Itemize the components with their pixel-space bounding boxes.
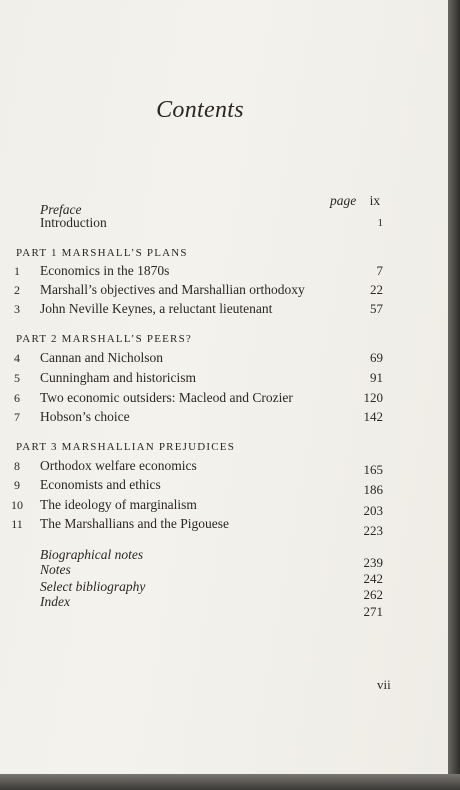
toc-chapter: [0, 348, 448, 368]
entry-page: 262: [363, 587, 383, 602]
part-heading-3: PART 3 MARSHALLIAN PREJUDICES: [16, 441, 236, 453]
page-column-first: ix: [369, 193, 381, 208]
page-edge-shadow: [448, 0, 460, 790]
chapter-title: Economics in the 1870s: [40, 263, 170, 278]
entry-label: Preface: [40, 202, 82, 217]
chapter-page: 69: [370, 350, 383, 365]
chapter-title: Cunningham and historicism: [40, 370, 196, 385]
toc-chapter: [0, 495, 448, 518]
page-title: Contents: [156, 97, 244, 123]
toc-entry-index: [0, 592, 448, 619]
chapter-page: 165: [363, 462, 383, 477]
chapter-page: 120: [363, 390, 383, 405]
page-column-word: page: [330, 193, 357, 208]
chapter-number: 10: [11, 498, 23, 512]
toc-chapter: [0, 407, 448, 427]
chapter-page: 91: [370, 370, 383, 385]
toc-entry-introduction: [0, 213, 448, 233]
chapter-number: 6: [14, 391, 20, 405]
toc-chapter: [0, 514, 448, 538]
chapter-number: 8: [14, 459, 20, 473]
chapter-title: Economists and ethics: [40, 477, 161, 492]
entry-label: Select bibliography: [40, 579, 146, 594]
chapter-page: 142: [363, 409, 383, 424]
toc-chapter: [0, 388, 448, 408]
chapter-page: 203: [363, 503, 383, 518]
toc-chapter: [0, 475, 448, 495]
chapter-page: 57: [370, 301, 383, 316]
entry-label: Introduction: [40, 215, 107, 230]
part-heading-1: PART 1 MARSHALL’S PLANS: [16, 247, 188, 259]
chapter-title: Marshall’s objectives and Marshallian orthodoxy: [40, 282, 305, 297]
page-bottom-shadow: [0, 774, 460, 790]
chapter-title: The ideology of marginalism: [40, 497, 197, 512]
chapter-number: 5: [14, 371, 20, 385]
chapter-number: 9: [14, 478, 20, 492]
toc-chapter: [0, 261, 448, 281]
entry-page: 1: [377, 217, 383, 229]
chapter-page: 186: [363, 482, 383, 497]
chapter-number: 1: [14, 264, 20, 278]
chapter-number: 2: [14, 283, 20, 297]
chapter-title: Cannan and Nicholson: [40, 350, 163, 365]
entry-label: Notes: [40, 562, 71, 577]
chapter-number: 11: [11, 517, 23, 531]
chapter-page: 22: [370, 282, 383, 297]
chapter-number: 3: [14, 302, 20, 316]
chapter-title: Two economic outsiders: Macleod and Crozier: [40, 390, 293, 405]
entry-label: Index: [40, 594, 70, 609]
toc-chapter: [0, 456, 448, 476]
chapter-number: 7: [14, 410, 20, 424]
chapter-title: Hobson’s choice: [40, 409, 130, 424]
chapter-page: 223: [363, 523, 383, 538]
toc-chapter: [0, 299, 448, 319]
chapter-title: Orthodox welfare economics: [40, 458, 197, 473]
entry-page: 242: [363, 571, 383, 586]
chapter-number: 4: [14, 351, 20, 365]
entry-page: 271: [363, 604, 383, 619]
entry-label: Biographical notes: [40, 547, 144, 562]
chapter-page: 7: [376, 263, 383, 278]
page-folio: vii: [377, 677, 391, 692]
chapter-title: John Neville Keynes, a reluctant lieutenant: [40, 301, 273, 316]
part-heading-2: PART 2 MARSHALL’S PEERS?: [16, 333, 192, 345]
toc-chapter: [0, 368, 448, 388]
toc-chapter: [0, 280, 448, 300]
entry-page: 239: [363, 555, 383, 570]
chapter-title: The Marshallians and the Pigouese: [40, 516, 229, 531]
